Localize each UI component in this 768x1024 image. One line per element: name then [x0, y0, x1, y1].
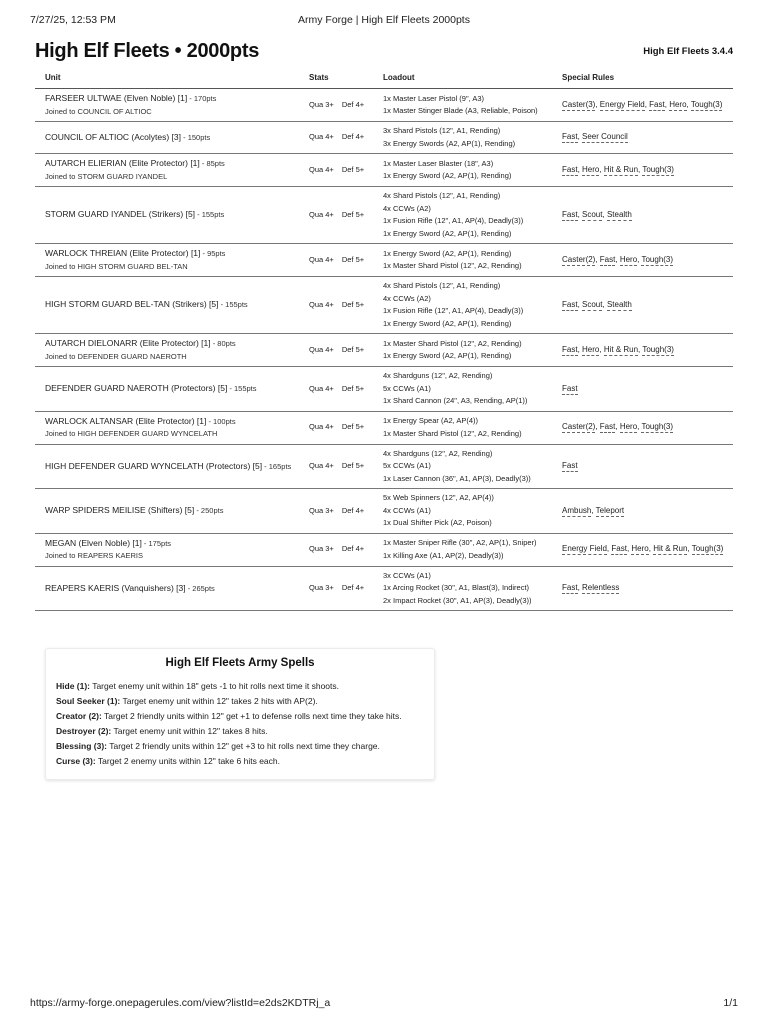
unit-line — [45, 247, 299, 261]
rule-separator: , — [595, 254, 600, 264]
unit-name: STORM GUARD IYANDEL (Strikers) [5] — [45, 209, 196, 220]
unit-line — [45, 131, 299, 145]
special-rule-link[interactable]: Hit & Run — [603, 164, 639, 174]
stats-cell — [299, 444, 373, 489]
joined-to-label: Joined to STORM GUARD IYANDEL — [45, 171, 168, 181]
loadout-item: 1x Laser Cannon (36", A1, AP(3), Deadly(3)) — [383, 473, 531, 483]
special-rules-cell — [552, 533, 733, 566]
loadout-item: 4x CCWs (A2) — [383, 293, 431, 303]
unit-name: HIGH DEFENDER GUARD WYNCELATH (Protectors) [5] — [45, 460, 263, 471]
loadout-item: 1x Master Stinger Blade (A3, Reliable, Poison) — [383, 106, 538, 115]
loadout-item: 1x Energy Spear (A2, AP(4)) — [383, 416, 479, 425]
defense-stat: Def 5+ — [341, 299, 365, 309]
joined-to-label: Joined to HIGH STORM GUARD BEL-TAN — [45, 261, 188, 271]
quality-stat: Qua 4+ — [309, 254, 334, 264]
loadout-item: 5x CCWs (A1) — [383, 461, 431, 470]
header-stats: Stats — [299, 66, 373, 89]
spell-name: Hide (1): — [56, 681, 90, 691]
special-rule-link[interactable]: Fast — [562, 132, 578, 142]
stats-cell — [299, 187, 373, 244]
spell-item — [56, 724, 434, 739]
loadout-item: 5x Web Spinners (12", A2, AP(4)) — [383, 493, 494, 502]
special-rule-link[interactable]: Fast — [562, 383, 578, 393]
quality-stat: Qua 4+ — [309, 164, 334, 174]
unit-name: COUNCIL OF ALTIOC (Acolytes) [3] — [45, 131, 182, 142]
special-rule-link[interactable]: Fast — [562, 299, 578, 309]
rule-separator: , — [577, 209, 583, 219]
special-rule-link[interactable]: Energy Field — [599, 99, 645, 109]
loadout-item: 1x Dual Shifter Pick (A2, Poison) — [383, 518, 492, 527]
loadout-item: 4x Shard Pistols (12", A1, Rending) — [383, 281, 501, 290]
special-rule-link[interactable]: Teleport — [595, 505, 625, 515]
table-row — [35, 411, 733, 444]
special-rule-link[interactable]: Tough(3) — [641, 422, 674, 432]
loadout-item: 4x Shard Pistols (12", A1, Rending) — [383, 191, 501, 200]
loadout-cell — [373, 89, 552, 122]
table-row — [35, 533, 733, 566]
rule-separator: , — [638, 344, 643, 354]
special-rule-link[interactable]: Fast — [562, 583, 578, 592]
special-rules-cell — [552, 411, 733, 444]
print-datetime: 7/27/25, 12:53 PM — [30, 14, 116, 26]
loadout-item: 1x Master Shard Pistol (12", A2, Rending) — [383, 338, 522, 348]
special-rule-link[interactable]: Hero — [631, 544, 649, 554]
table-row — [35, 444, 733, 489]
special-rule-link[interactable]: Hero — [582, 164, 600, 174]
rule-separator: , — [637, 422, 642, 432]
rule-separator: , — [648, 544, 654, 554]
loadout-item: 1x Energy Sword (A2, AP(1), Rending) — [383, 351, 512, 360]
special-rule-link[interactable]: Caster(2) — [562, 422, 596, 432]
special-rule-link[interactable]: Tough(3) — [641, 254, 674, 264]
special-rules-cell — [552, 122, 733, 154]
rule-separator: , — [615, 254, 620, 264]
stats-cell — [299, 533, 373, 566]
rule-separator: , — [577, 344, 583, 354]
rule-separator: , — [577, 299, 583, 309]
loadout-item: 4x CCWs (A2) — [383, 203, 431, 213]
spell-item — [56, 709, 434, 724]
stats-cell — [299, 367, 373, 412]
spell-name: Blessing (3): — [56, 741, 108, 751]
rule-separator: , — [602, 299, 607, 309]
spell-description: Target enemy unit within 18" gets -1 to hit rolls next time it shoots. — [90, 681, 340, 691]
unit-line — [45, 382, 299, 396]
rule-separator: , — [602, 209, 607, 219]
loadout-item: 1x Master Laser Pistol (9", A3) — [383, 93, 485, 103]
special-rule-link[interactable]: Fast — [611, 544, 627, 554]
unit-line — [45, 92, 299, 106]
special-rules-cell — [552, 277, 733, 334]
loadout-cell — [373, 334, 552, 367]
unit-points: - 95pts — [200, 249, 226, 258]
quality-stat: Qua 4+ — [309, 383, 334, 393]
loadout-cell — [373, 566, 552, 611]
table-row — [35, 244, 733, 277]
loadout-cell — [373, 489, 552, 534]
stats-cell — [299, 154, 373, 187]
defense-stat: Def 4+ — [341, 583, 365, 592]
loadout-item: 1x Master Shard Pistol (12", A2, Rending) — [383, 428, 522, 438]
rule-separator: , — [577, 583, 583, 592]
special-rule-link[interactable]: Hero — [669, 99, 687, 109]
table-row — [35, 566, 733, 611]
defense-stat: Def 5+ — [341, 209, 365, 219]
loadout-item: 1x Killing Axe (A1, AP(2), Deadly(3)) — [383, 550, 504, 560]
spell-item — [56, 694, 434, 709]
loadout-item: 3x Shard Pistols (12", A1, Rending) — [383, 126, 501, 135]
rule-separator: , — [599, 344, 604, 354]
army-spells-card — [45, 648, 435, 780]
unit-name: MEGAN (Elven Noble) [1] — [45, 537, 142, 548]
version-label: High Elf Fleets 3.4.4 — [643, 46, 733, 57]
special-rule-link[interactable]: Tough(3) — [642, 344, 674, 354]
special-rules-cell — [552, 187, 733, 244]
stats-cell — [299, 566, 373, 611]
unit-line — [45, 208, 299, 222]
print-header — [30, 14, 738, 28]
spell-list — [56, 679, 434, 769]
special-rules-cell — [552, 489, 733, 534]
loadout-cell — [373, 367, 552, 412]
rule-separator: , — [577, 164, 583, 174]
rule-separator: , — [644, 99, 650, 109]
defense-stat: Def 5+ — [341, 164, 365, 174]
loadout-cell — [373, 244, 552, 277]
rule-separator: , — [595, 99, 600, 109]
unit-cell — [35, 334, 299, 367]
unit-cell — [35, 411, 299, 444]
stats-cell — [299, 334, 373, 367]
unit-cell — [35, 566, 299, 611]
special-rule-link[interactable]: Hero — [582, 344, 600, 354]
special-rule-link[interactable]: Fast — [562, 164, 578, 174]
print-url: https://army-forge.onepagerules.com/view?listId=e2ds2KDTRj_a — [30, 997, 331, 1009]
defense-stat: Def 4+ — [341, 544, 365, 554]
special-rule-link[interactable]: Stealth — [606, 209, 632, 219]
print-page-count: 1/1 — [723, 997, 738, 1009]
loadout-item: 1x Fusion Rifle (12", A1, AP(4), Deadly(3)) — [383, 216, 524, 225]
loadout-item: 1x Master Shard Pistol (12", A2, Rending) — [383, 261, 522, 270]
special-rule-link[interactable]: Relentless — [582, 583, 620, 592]
stats-cell — [299, 277, 373, 334]
unit-cell — [35, 444, 299, 489]
unit-line — [45, 415, 299, 429]
defense-stat: Def 4+ — [341, 505, 365, 515]
special-rule-link[interactable]: Fast — [562, 461, 578, 470]
unit-cell — [35, 244, 299, 277]
quality-stat: Qua 4+ — [309, 422, 334, 432]
special-rules-cell — [552, 244, 733, 277]
loadout-cell — [373, 122, 552, 154]
unit-name: WARLOCK ALTANSAR (Elite Protector) [1] — [45, 415, 207, 426]
spell-description: Target 2 friendly units within 12" get +1 to defense rolls next time they take hits. — [101, 711, 402, 721]
unit-points: - 85pts — [199, 159, 225, 168]
unit-line — [45, 157, 299, 171]
spell-description: Target enemy unit within 12" takes 2 hits with AP(2). — [120, 696, 318, 706]
spell-name: Destroyer (2): — [56, 726, 112, 736]
rule-separator: , — [637, 254, 642, 264]
loadout-item: 4x CCWs (A1) — [383, 505, 431, 515]
unit-points: - 155pts — [227, 384, 257, 393]
loadout-item: 5x CCWs (A1) — [383, 383, 431, 393]
quality-stat: Qua 3+ — [309, 505, 334, 515]
special-rule-link[interactable]: Caster(2) — [562, 254, 596, 264]
special-rules-cell — [552, 334, 733, 367]
loadout-item: 1x Energy Sword (A2, AP(1), Rending) — [383, 318, 512, 328]
stats-cell — [299, 244, 373, 277]
loadout-cell — [373, 277, 552, 334]
table-row — [35, 187, 733, 244]
unit-points: - 175pts — [141, 538, 172, 548]
loadout-cell — [373, 154, 552, 187]
unit-points: - 150pts — [181, 132, 211, 142]
loadout-item: 1x Energy Sword (A2, AP(1), Rending) — [383, 248, 512, 258]
rule-separator: , — [606, 544, 612, 554]
defense-stat: Def 5+ — [341, 422, 365, 432]
joined-to-label: Joined to HIGH DEFENDER GUARD WYNCELATH — [45, 429, 218, 438]
defense-stat: Def 5+ — [341, 344, 365, 354]
unit-line — [45, 337, 299, 351]
table-row — [35, 154, 733, 187]
unit-points: - 100pts — [206, 416, 236, 426]
header-loadout: Loadout — [373, 66, 552, 89]
unit-name: FARSEER ULTWAE (Elven Noble) [1] — [45, 93, 188, 103]
unit-cell — [35, 277, 299, 334]
loadout-item: 4x Shardguns (12", A2, Rending) — [383, 448, 493, 458]
defense-stat: Def 5+ — [341, 461, 365, 470]
spell-item — [56, 679, 434, 694]
unit-name: AUTARCH DIELONARR (Elite Protector) [1] — [45, 338, 211, 348]
joined-to-label: Joined to DEFENDER GUARD NAEROTH — [45, 351, 187, 361]
loadout-item: 1x Energy Sword (A2, AP(1), Rending) — [383, 228, 512, 238]
special-rule-link[interactable]: Tough(3) — [691, 544, 724, 554]
spells-title: High Elf Fleets Army Spells — [165, 657, 315, 669]
special-rule-link[interactable]: Stealth — [606, 299, 632, 309]
loadout-item: 1x Arcing Rocket (30", A1, Blast(3), Indirect) — [383, 583, 530, 592]
rule-separator: , — [599, 164, 604, 174]
unit-name: AUTARCH ELIERIAN (Elite Protector) [1] — [45, 158, 200, 168]
loadout-item: 1x Energy Sword (A2, AP(1), Rending) — [383, 171, 512, 180]
loadout-item: 1x Master Laser Blaster (18", A3) — [383, 158, 494, 168]
unit-cell — [35, 187, 299, 244]
unit-line — [45, 582, 299, 596]
special-rules-cell — [552, 566, 733, 611]
spell-name: Curse (3): — [56, 756, 96, 766]
defense-stat: Def 4+ — [341, 99, 365, 109]
page-title: High Elf Fleets • 2000pts — [35, 40, 260, 62]
special-rule-link[interactable]: Tough(3) — [642, 164, 674, 174]
stats-cell — [299, 489, 373, 534]
rule-separator: , — [687, 544, 692, 554]
rule-separator: , — [577, 132, 583, 142]
special-rule-link[interactable]: Scout — [582, 209, 603, 219]
special-rule-link[interactable]: Fast — [562, 344, 578, 354]
special-rule-link[interactable]: Hero — [619, 254, 638, 264]
special-rule-link[interactable]: Hit & Run — [653, 544, 688, 554]
rule-separator: , — [591, 505, 596, 515]
rule-separator: , — [595, 422, 600, 432]
loadout-cell — [373, 411, 552, 444]
spell-description: Target enemy unit within 12" takes 8 hits. — [111, 726, 268, 736]
quality-stat: Qua 3+ — [309, 544, 334, 554]
loadout-item: 4x Shardguns (12", A2, Rending) — [383, 371, 493, 380]
unit-cell — [35, 154, 299, 187]
quality-stat: Qua 4+ — [309, 461, 334, 470]
rule-separator: , — [664, 99, 670, 109]
unit-points: - 265pts — [185, 583, 215, 593]
loadout-item: 1x Fusion Rifle (12", A1, AP(4), Deadly(3)) — [383, 306, 524, 315]
loadout-item: 1x Master Sniper Rifle (30", A2, AP(1), Sniper) — [383, 538, 537, 547]
quality-stat: Qua 4+ — [309, 299, 334, 309]
stats-cell — [299, 411, 373, 444]
unit-name: WARLOCK THREIAN (Elite Protector) [1] — [45, 248, 201, 258]
joined-to-label: Joined to COUNCIL OF ALTIOC — [45, 106, 152, 116]
unit-name: REAPERS KAERIS (Vanquishers) [3] — [45, 582, 186, 593]
unit-line — [45, 460, 299, 474]
table-header-row — [35, 66, 733, 89]
loadout-item: 1x Shard Cannon (24", A3, Rending, AP(1)) — [383, 396, 528, 405]
rule-separator: , — [638, 164, 643, 174]
spell-description: Target 2 friendly units within 12" get +3 to hit rolls next time they charge. — [107, 741, 380, 751]
special-rule-link[interactable]: Fast — [599, 254, 616, 264]
print-page-title: Army Forge | High Elf Fleets 2000pts — [298, 14, 470, 26]
army-list-table — [35, 66, 733, 611]
loadout-item: 3x Energy Swords (A2, AP(1), Rending) — [383, 138, 516, 148]
unit-points: - 170pts — [187, 94, 217, 103]
special-rule-link[interactable]: Hit & Run — [603, 344, 639, 354]
quality-stat: Qua 3+ — [309, 583, 334, 592]
special-rule-link[interactable]: Fast — [562, 209, 578, 219]
unit-cell — [35, 122, 299, 154]
special-rules-cell — [552, 444, 733, 489]
special-rule-link[interactable]: Scout — [582, 299, 603, 309]
special-rule-link[interactable]: Energy Field — [562, 544, 607, 554]
unit-cell — [35, 533, 299, 566]
special-rules-cell — [552, 367, 733, 412]
print-footer — [30, 997, 738, 1011]
special-rule-link[interactable]: Hero — [619, 422, 638, 432]
table-row — [35, 89, 733, 122]
table-row — [35, 489, 733, 534]
spell-item — [56, 739, 434, 754]
quality-stat: Qua 4+ — [309, 344, 334, 354]
unit-line — [45, 298, 299, 312]
loadout-item: 2x Impact Rocket (30", A1, AP(3), Deadly(3)) — [383, 595, 532, 605]
table-row — [35, 277, 733, 334]
unit-name: WARP SPIDERS MEILISE (Shifters) [5] — [45, 505, 195, 515]
rule-separator: , — [686, 99, 691, 109]
unit-cell — [35, 89, 299, 122]
table-row — [35, 367, 733, 412]
special-rules-cell — [552, 89, 733, 122]
stats-cell — [299, 122, 373, 154]
loadout-cell — [373, 187, 552, 244]
special-rule-link[interactable]: Ambush — [562, 505, 592, 515]
stats-cell — [299, 89, 373, 122]
special-rule-link[interactable]: Seer Council — [582, 132, 628, 142]
unit-name: HIGH STORM GUARD BEL-TAN (Strikers) [5] — [45, 299, 219, 310]
header-unit: Unit — [35, 66, 299, 89]
unit-points: - 165pts — [262, 461, 292, 471]
table-row — [35, 122, 733, 154]
unit-points: - 155pts — [218, 300, 248, 310]
unit-cell — [35, 489, 299, 534]
table-row — [35, 334, 733, 367]
rule-separator: , — [615, 422, 620, 432]
rule-separator: , — [626, 544, 632, 554]
loadout-cell — [373, 444, 552, 489]
quality-stat: Qua 4+ — [309, 209, 334, 219]
unit-points: - 155pts — [195, 210, 225, 220]
joined-to-label: Joined to REAPERS KAERIS — [45, 551, 143, 560]
spell-item — [56, 754, 434, 769]
spell-name: Soul Seeker (1): — [56, 696, 121, 706]
quality-stat: Qua 4+ — [309, 132, 334, 142]
loadout-item: 3x CCWs (A1) — [383, 570, 431, 580]
unit-points: - 250pts — [194, 506, 224, 515]
table-body — [35, 89, 733, 611]
loadout-cell — [373, 533, 552, 566]
defense-stat: Def 5+ — [341, 383, 365, 393]
spell-description: Target 2 enemy units within 12" take 6 hits each. — [95, 756, 280, 766]
special-rule-link[interactable]: Caster(3) — [562, 99, 596, 109]
unit-cell — [35, 367, 299, 412]
unit-name: DEFENDER GUARD NAEROTH (Protectors) [5] — [45, 383, 228, 393]
header-special-rules: Special Rules — [552, 66, 733, 89]
unit-line — [45, 537, 299, 551]
spell-name: Creator (2): — [56, 711, 102, 721]
unit-points: - 80pts — [210, 339, 236, 348]
unit-line — [45, 504, 299, 518]
special-rule-link[interactable]: Fast — [649, 99, 665, 109]
special-rule-link[interactable]: Tough(3) — [690, 99, 723, 109]
defense-stat: Def 5+ — [341, 254, 365, 264]
special-rule-link[interactable]: Fast — [599, 422, 616, 432]
special-rules-cell — [552, 154, 733, 187]
quality-stat: Qua 3+ — [309, 99, 334, 109]
defense-stat: Def 4+ — [341, 132, 365, 142]
